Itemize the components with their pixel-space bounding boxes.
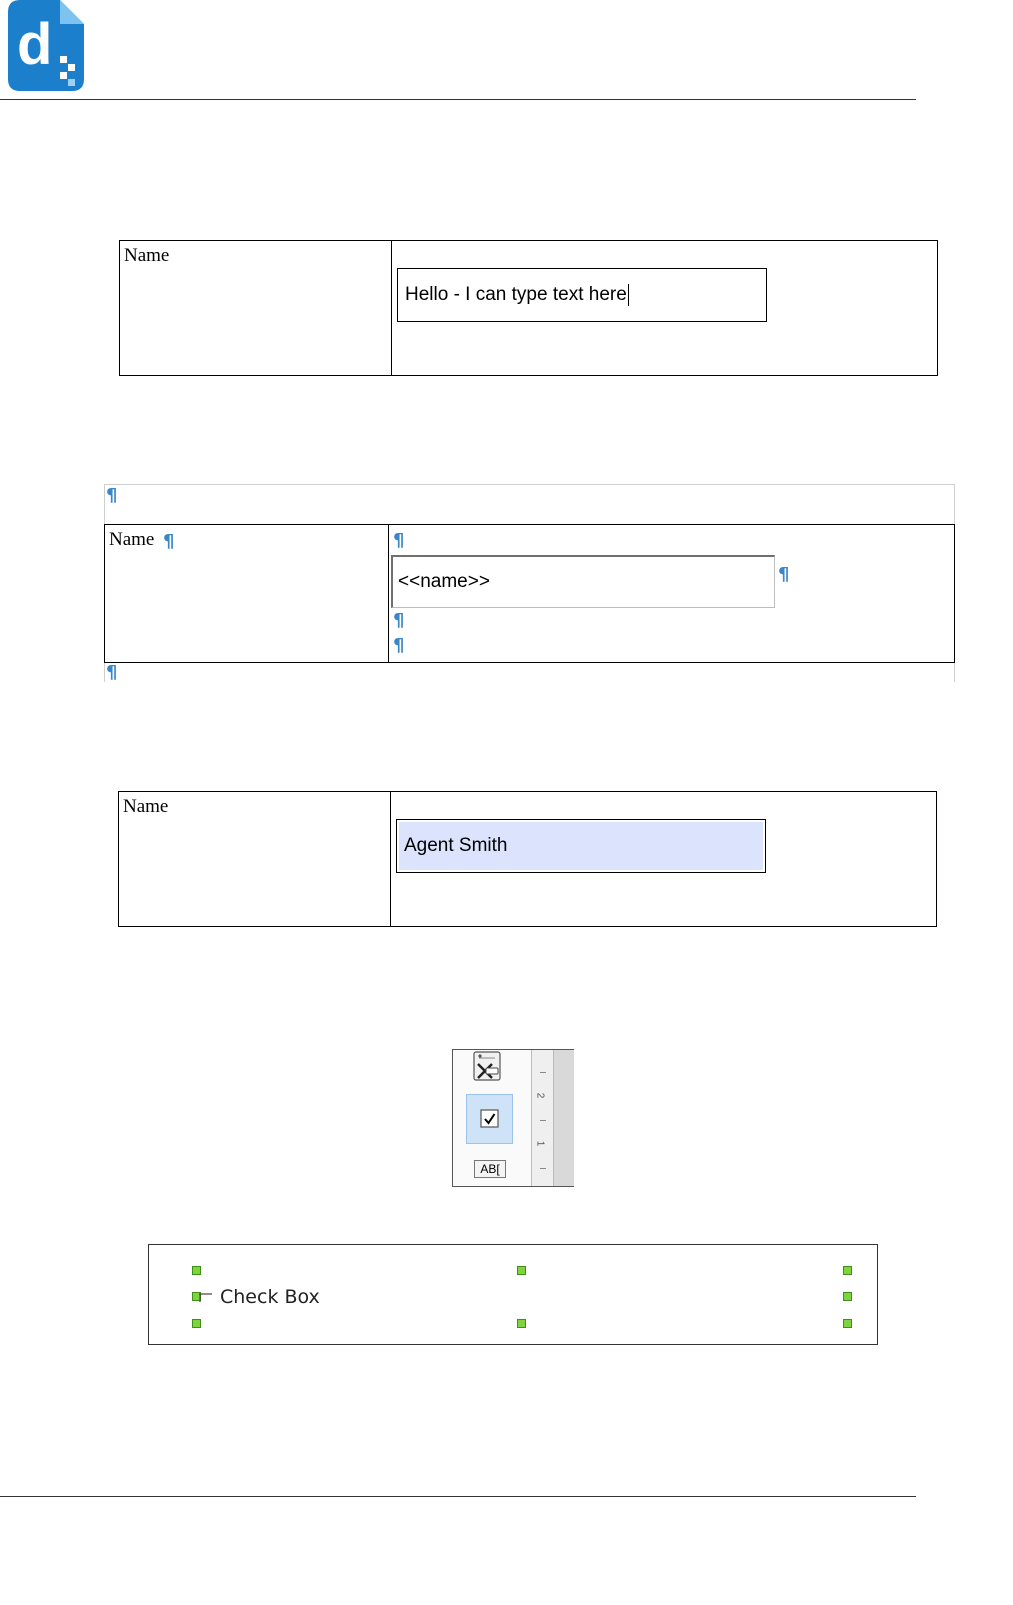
logo-letter: d xyxy=(17,12,53,77)
name-filled-field[interactable] xyxy=(396,819,766,873)
ruler-label: 1 xyxy=(534,1140,546,1147)
selection-handle[interactable] xyxy=(843,1266,852,1275)
selection-handle[interactable] xyxy=(192,1319,201,1328)
table-top-paragraph-area xyxy=(104,484,955,525)
company-logo xyxy=(8,0,84,91)
form-controls-toolbar xyxy=(452,1049,574,1187)
ruler-scroll-area xyxy=(553,1050,574,1186)
table-column-divider xyxy=(390,792,391,926)
form-table-typed xyxy=(119,240,938,376)
pilcrow-mark: ¶ xyxy=(778,564,790,585)
selection-handle[interactable] xyxy=(517,1319,526,1328)
pilcrow-mark: ¶ xyxy=(393,635,405,656)
name-text-field[interactable] xyxy=(397,268,767,322)
name-label: Name xyxy=(109,529,155,550)
checkbox-icon xyxy=(467,1095,512,1143)
vertical-ruler xyxy=(531,1050,554,1186)
checkbox-tool-button[interactable] xyxy=(466,1094,513,1144)
ruler-label: 2 xyxy=(534,1092,546,1099)
name-label: Name xyxy=(124,245,170,266)
pilcrow-mark: ¶ xyxy=(106,662,118,683)
table-column-divider xyxy=(391,241,392,375)
pilcrow-mark: ¶ xyxy=(106,485,118,506)
checkbox-control-label[interactable]: Check Box xyxy=(220,1286,320,1308)
form-table-editing xyxy=(104,484,955,682)
selection-handle[interactable] xyxy=(843,1319,852,1328)
selection-handle[interactable] xyxy=(192,1266,201,1275)
selection-handle[interactable] xyxy=(517,1266,526,1275)
name-label: Name xyxy=(123,796,169,817)
form-table-filled xyxy=(118,791,937,927)
pilcrow-mark: ¶ xyxy=(393,530,405,551)
filled-field-value: Agent Smith xyxy=(404,835,508,856)
selection-handle[interactable] xyxy=(843,1292,852,1301)
text-cursor xyxy=(628,284,629,306)
checkbox-control-frame xyxy=(148,1244,878,1345)
form-design-icon[interactable] xyxy=(470,1050,504,1082)
footer-rule xyxy=(0,1496,916,1497)
table-column-divider xyxy=(388,525,389,662)
name-field-value: Hello - I can type text here xyxy=(405,284,627,305)
pilcrow-mark: ¶ xyxy=(393,610,405,631)
anchor-icon xyxy=(199,1290,213,1300)
field-placeholder-text: <<name>> xyxy=(398,571,490,592)
form-table-editing-body xyxy=(104,524,955,663)
text-field-icon[interactable]: AB[ xyxy=(474,1160,506,1178)
header-rule xyxy=(0,99,916,100)
pilcrow-mark: ¶ xyxy=(163,531,175,552)
table-bottom-paragraph-area xyxy=(104,663,955,682)
name-field-placeholder[interactable] xyxy=(391,555,775,608)
